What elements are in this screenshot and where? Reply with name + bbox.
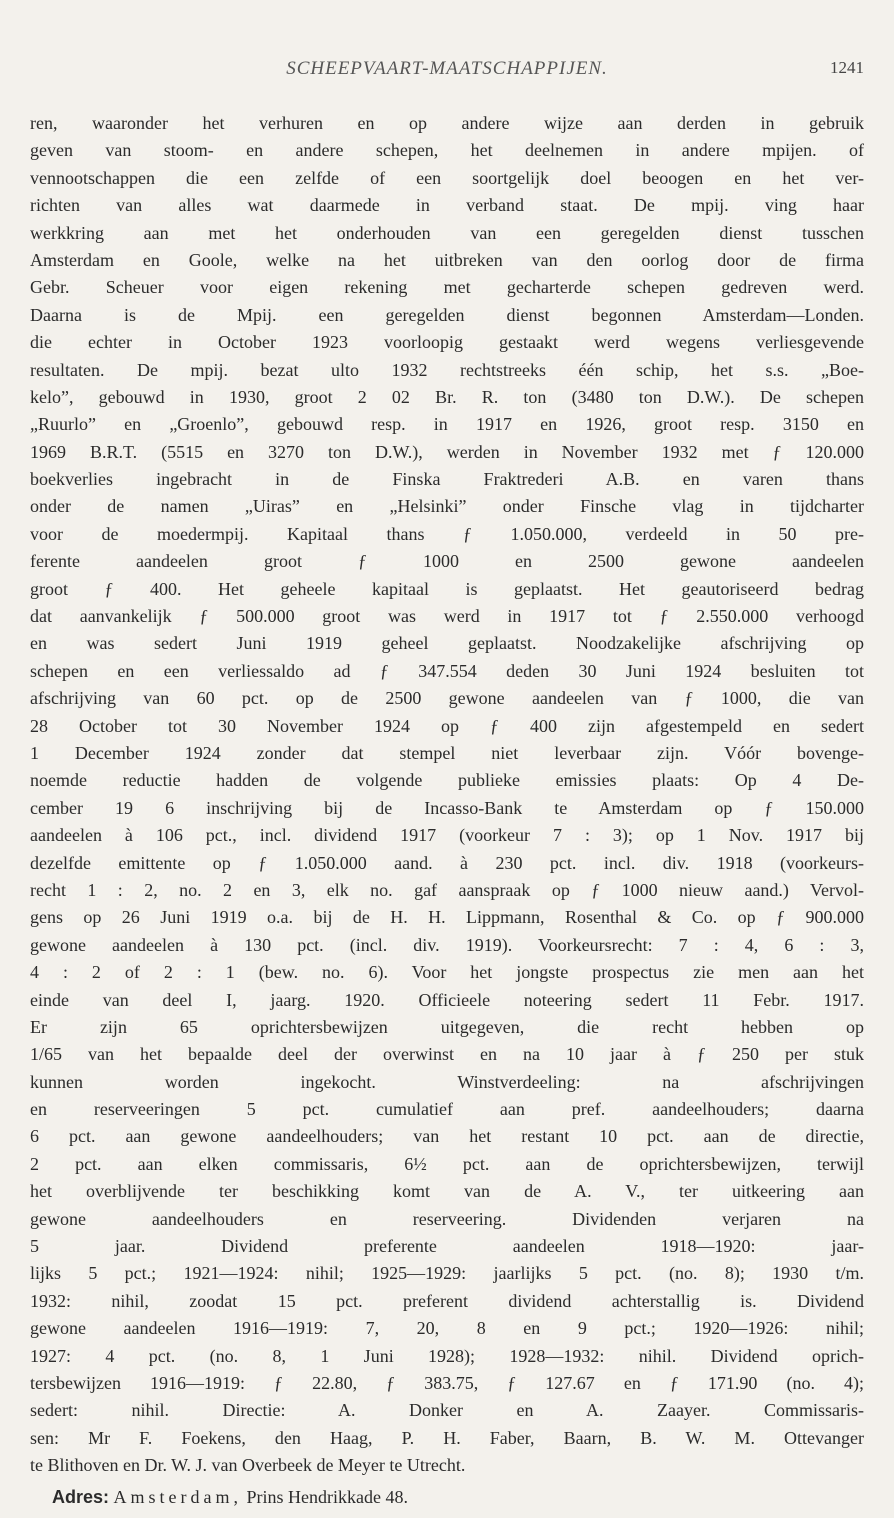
text-line: schepen en een verliessaldo ad ƒ 347.554 deden 30 Juni 1924 besluiten tot (30, 660, 864, 681)
page-number: 1241 (830, 58, 864, 77)
text-line: Daarna is de Mpij. een geregelden dienst begonnen Amsterdam—Londen. (30, 304, 864, 325)
text-line: recht 1 : 2, no. 2 en 3, elk no. gaf aanspraak op ƒ 1000 nieuw aand.) Vervol- (30, 879, 864, 900)
page-header (30, 58, 864, 88)
text-line: gewone aandeelen à 130 pct. (incl. div. 1919). Voorkeursrecht: 7 : 4, 6 : 3, (30, 934, 864, 955)
text-line: aandeelen à 106 pct., incl. dividend 1917 (voorkeur 7 : 3); op 1 Nov. 1917 bij (30, 825, 864, 846)
text-line: ren, waaronder het verhuren en op andere wijze aan derden in gebruik (30, 113, 864, 133)
text-line: noemde reductie hadden de volgende publieke emissies plaats: Op 4 De- (30, 770, 864, 791)
text-line: 1932: nihil, zoodat 15 pct. preferent dividend achterstallig is. Dividend (30, 1290, 864, 1311)
text-line: 1/65 van het bepaalde deel der overwinst en na 10 jaar à ƒ 250 per stuk (30, 1044, 864, 1065)
text-line: cember 19 6 inschrijving bij de Incasso-Bank te Amsterdam op ƒ 150.000 (30, 797, 864, 818)
text-line: gens op 26 Juni 1919 o.a. bij de H. H. Lippmann, Rosenthal & Co. op ƒ 900.000 (30, 907, 864, 928)
text-line: Amsterdam en Goole, welke na het uitbreken van den oorlog door de firma (30, 249, 864, 270)
text-line: tersbewijzen 1916—1919: ƒ 22.80, ƒ 383.75, ƒ 127.67 en ƒ 171.90 (no. 4); (30, 1372, 864, 1393)
text-line: 1969 B.R.T. (5515 en 3270 ton D.W.), werden in November 1932 met ƒ 120.000 (30, 441, 864, 462)
text-line: die echter in October 1923 voorloopig gestaakt werd wegens verliesgevende (30, 332, 864, 353)
text-line: het overblijvende ter beschikking komt van de A. V., ter uitkeering aan (30, 1181, 864, 1202)
text-line: kunnen worden ingekocht. Winstverdeeling: na afschrijvingen (30, 1071, 864, 1092)
address-street: Prins Hendrikkade 48. (246, 1486, 408, 1507)
running-title: SCHEEPVAART-MAATSCHAPPIJEN. (286, 58, 608, 79)
text-line: 5 jaar. Dividend preferente aandeelen 1918—1920: jaar- (30, 1236, 864, 1257)
text-line: en was sedert Juni 1919 geheel geplaatst. Noodzakelijke afschrijving op (30, 633, 864, 654)
address-label: Adres: (52, 1486, 110, 1507)
text-line: 1 December 1924 zonder dat stempel niet leverbaar zijn. Vóór bovenge- (30, 742, 864, 763)
text-line: dat aanvankelijk ƒ 500.000 groot was werd in 1917 tot ƒ 2.550.000 verhoogd (30, 606, 864, 627)
text-line: einde van deel I, jaarg. 1920. Officieele noteering sedert 11 Febr. 1917. (30, 989, 864, 1010)
address-city: Amsterdam, (113, 1486, 242, 1507)
text-line: 28 October tot 30 November 1924 op ƒ 400 zijn afgestempeld en sedert (30, 715, 864, 736)
text-line: „Ruurlo” en „Groenlo”, gebouwd resp. in 1917 en 1926, groot resp. 3150 en (30, 414, 864, 435)
text-line: en reserveeringen 5 pct. cumulatief aan pref. aandeelhouders; daarna (30, 1099, 864, 1120)
text-line: sedert: nihil. Directie: A. Donker en A. Zaayer. Commissaris- (30, 1400, 864, 1421)
text-line: kelo”, gebouwd in 1930, groot 2 02 Br. R. ton (3480 ton D.W.). De schepen (30, 386, 864, 407)
text-line: 2 pct. aan elken commissaris, 6½ pct. aan de oprichtersbewijzen, terwijl (30, 1153, 864, 1174)
text-line: 6 pct. aan gewone aandeelhouders; van het restant 10 pct. aan de directie, (30, 1126, 864, 1147)
text-line: vennootschappen die een zelfde of een soortgelijk doel beoogen en het ver- (30, 167, 864, 188)
text-line: dezelfde emittente op ƒ 1.050.000 aand. à 230 pct. incl. div. 1918 (voorkeurs- (30, 852, 864, 873)
text-line: Er zijn 65 oprichtersbewijzen uitgegeven, die recht hebben op (30, 1016, 864, 1037)
text-line: afschrijving van 60 pct. op de 2500 gewone aandeelen van ƒ 1000, die van (30, 688, 864, 709)
text-line: sen: Mr F. Foekens, den Haag, P. H. Faber, Baarn, B. W. M. Ottevanger (30, 1427, 864, 1448)
text-line: geven van stoom- en andere schepen, het deelnemen in andere mpijen. of (30, 140, 864, 161)
text-line: gewone aandeelen 1916—1919: 7, 20, 8 en 9 pct.; 1920—1926: nihil; (30, 1318, 864, 1339)
text-line: te Blithoven en Dr. W. J. van Overbeek de Meyer te Utrecht. (30, 1455, 466, 1476)
text-line: gewone aandeelhouders en reserveering. Dividenden verjaren na (30, 1208, 864, 1229)
text-line: lijks 5 pct.; 1921—1924: nihil; 1925—1929: jaarlijks 5 pct. (no. 8); 1930 t/m. (30, 1263, 864, 1284)
text-line: ferente aandeelen groot ƒ 1000 en 2500 gewone aandeelen (30, 551, 864, 572)
text-line: resultaten. De mpij. bezat ulto 1932 rechtstreeks één schip, het s.s. „Boe- (30, 359, 864, 380)
text-line: groot ƒ 400. Het geheele kapitaal is geplaatst. Het geautoriseerd bedrag (30, 578, 864, 599)
text-line: 4 : 2 of 2 : 1 (bew. no. 6). Voor het jongste prospectus zie men aan het (30, 962, 864, 983)
text-line: Gebr. Scheuer voor eigen rekening met gecharterde schepen gedreven werd. (30, 277, 864, 298)
text-line: richten van alles wat daarmede in verband staat. De mpij. ving haar (30, 195, 864, 216)
text-line: 1927: 4 pct. (no. 8, 1 Juni 1928); 1928—1932: nihil. Dividend oprich- (30, 1345, 864, 1366)
address-line (30, 1482, 864, 1512)
text-line: onder de namen „Uiras” en „Helsinki” onder Finsche vlag in tijdcharter (30, 496, 864, 517)
article-body (30, 110, 864, 1512)
text-line: boekverlies ingebracht in de Finska Fraktrederi A.B. en varen thans (30, 469, 864, 490)
text-line: voor de moedermpij. Kapitaal thans ƒ 1.050.000, verdeeld in 50 pre- (30, 523, 864, 544)
text-line: werkkring aan met het onderhouden van een geregelden dienst tusschen (30, 222, 864, 243)
